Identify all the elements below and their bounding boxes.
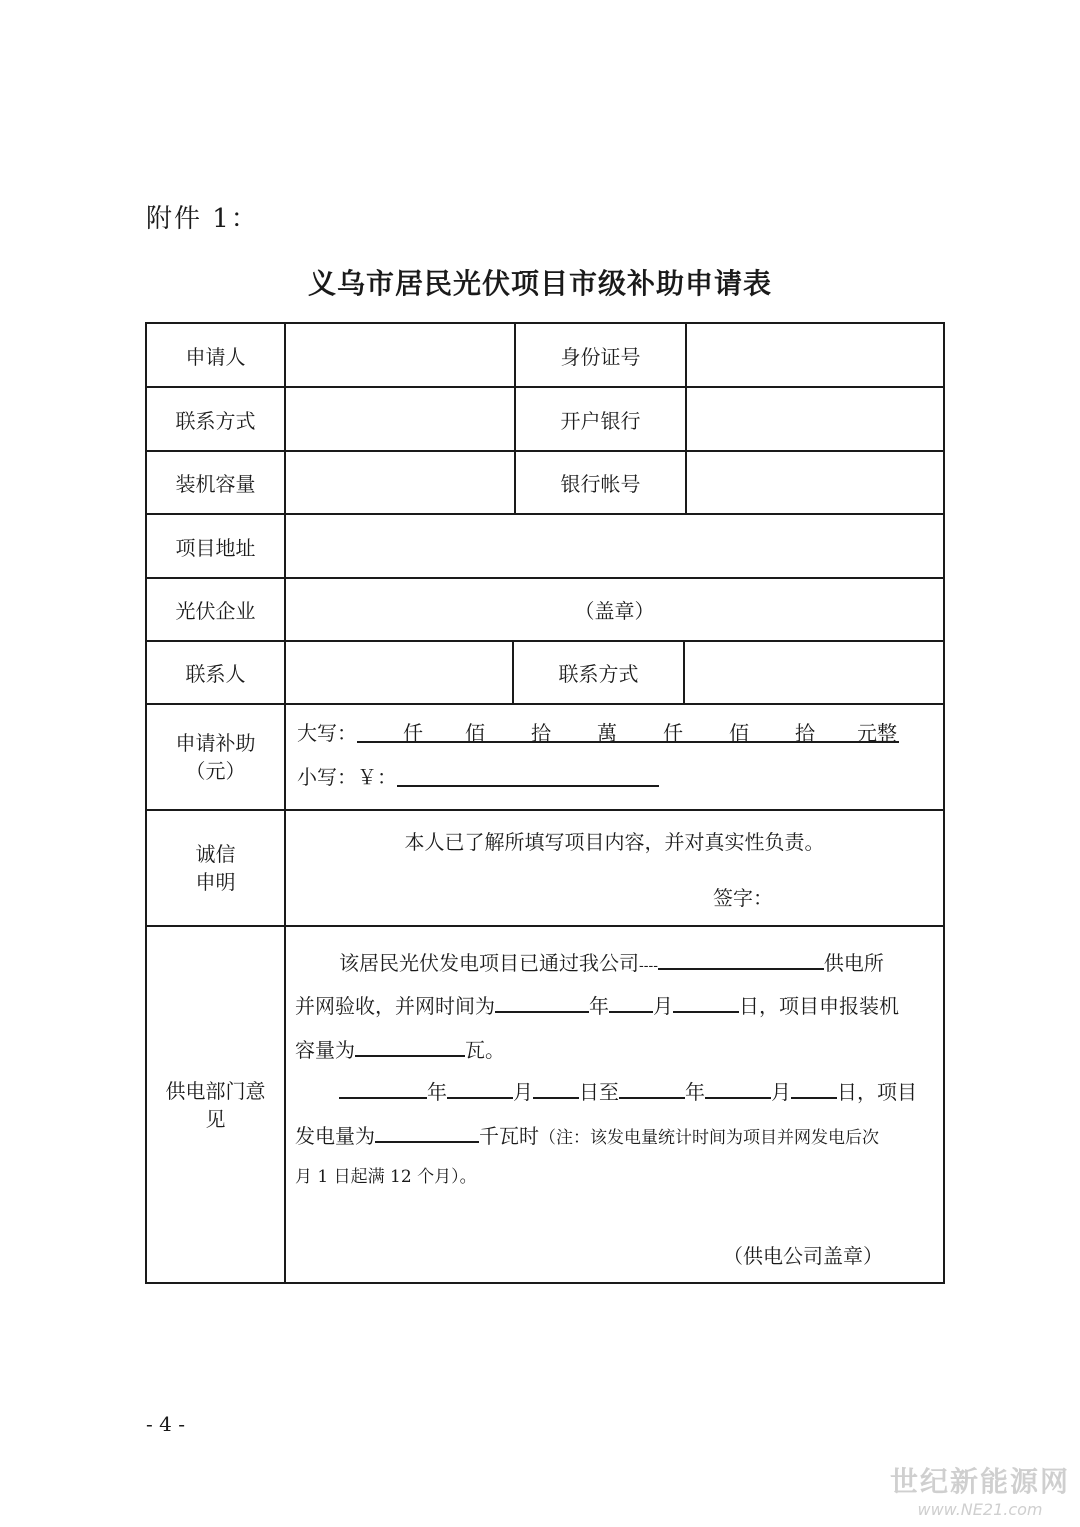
contact-method-2-input[interactable]: [685, 642, 943, 703]
subsidy-label-line1: 申请补助: [175, 731, 256, 755]
p5-text-b: 千瓦时: [479, 1124, 539, 1148]
p1-dash: ----: [639, 958, 658, 974]
power-dept-label-line1: 供电部门意: [165, 1078, 266, 1103]
unit-yuan: 元整: [857, 721, 897, 745]
to-month-label: 月: [771, 1080, 791, 1104]
attachment-label: 附件 1：: [146, 204, 259, 234]
contact-method-input[interactable]: [286, 388, 514, 450]
power-dept-label-line2: 见: [205, 1106, 226, 1131]
unit-qian-2: 仟: [663, 721, 683, 745]
p5-text-a: 发电量为: [295, 1124, 375, 1148]
from-month-label: 月: [513, 1080, 533, 1104]
generation-kwh-field[interactable]: [375, 1121, 479, 1143]
capacity-input[interactable]: [286, 452, 514, 513]
contact-method-label: 联系方式: [175, 408, 256, 433]
capacity-label: 装机容量: [175, 472, 256, 496]
day-to-label: 日至: [579, 1080, 619, 1104]
lower-amount-field[interactable]: [397, 761, 659, 787]
to-day-label: 日，: [837, 1080, 877, 1104]
pv-company-seal: （盖章）: [574, 599, 655, 623]
power-dept-label: [147, 927, 284, 1282]
id-number-input[interactable]: [687, 324, 943, 386]
upper-prefix: 大写：: [297, 721, 357, 745]
grid-month-field[interactable]: [609, 991, 653, 1013]
unit-bai-2: 佰: [729, 721, 749, 745]
form-title: 义乌市居民光伏项目市级补助申请表: [307, 267, 772, 300]
watermark-text: 世纪新能源网: [889, 1465, 1070, 1498]
subsidy-label-line2: （元）: [185, 759, 246, 783]
p3-text-a: 容量为: [295, 1038, 355, 1062]
supply-station-field[interactable]: [658, 948, 824, 970]
integrity-label-line1: 诚信: [195, 842, 236, 866]
page-number: - 4 -: [146, 1412, 185, 1436]
unit-shi-2: 拾: [795, 721, 815, 745]
unit-bai-1: 佰: [465, 721, 485, 745]
p1-text-a: 该居民光伏发电项目已通过我公司: [339, 951, 639, 975]
note-line2: 月 1 日起满 12 个月）。: [295, 1167, 477, 1187]
application-form: [145, 322, 945, 1284]
unit-shi-1: 拾: [531, 721, 551, 745]
day-label: 日，: [739, 994, 779, 1018]
p3-text-b: 瓦。: [465, 1038, 505, 1062]
p1-text-b: 供电所: [823, 951, 884, 975]
integrity-statement: 本人已了解所填写项目内容，并对真实性负责。: [404, 830, 825, 854]
subsidy-upper-row: [297, 717, 899, 746]
note-line1: （注：该发电量统计时间为项目并网发电后次: [539, 1128, 879, 1148]
bank-account-label: 银行帐号: [560, 472, 641, 496]
subsidy-lower-row: [297, 761, 659, 790]
year-label: 年: [589, 994, 609, 1018]
watermark-logo: [890, 1460, 1070, 1519]
integrity-label: [147, 811, 284, 925]
power-company-seal: （供电公司盖章）: [723, 1244, 883, 1268]
project-address-input[interactable]: [286, 515, 943, 577]
watermark-url: www.NE21.com: [917, 1500, 1043, 1519]
project-address-label: 项目地址: [175, 535, 256, 560]
bank-input[interactable]: [687, 388, 943, 450]
power-dept-para1-line3: [295, 1034, 505, 1063]
contact-method-2-label: 联系方式: [558, 662, 639, 686]
p4-text-b: 项目: [877, 1080, 917, 1104]
capacity-watt-field[interactable]: [355, 1035, 465, 1057]
unit-qian-1: 仟: [403, 721, 423, 745]
power-dept-para1-line1: [339, 947, 884, 976]
p2-text-a: 并网验收，并网时间为: [295, 994, 495, 1018]
applicant-input[interactable]: [286, 324, 514, 386]
month-label: 月: [653, 994, 673, 1018]
signature-label: 签字：: [713, 886, 773, 910]
to-year-field[interactable]: [619, 1077, 685, 1099]
power-dept-para2-line1: [339, 1076, 917, 1105]
integrity-label-line2: 申明: [195, 870, 236, 894]
contact-person-input[interactable]: [286, 642, 512, 703]
grid-year-field[interactable]: [495, 991, 589, 1013]
bank-label: 开户银行: [560, 408, 641, 433]
grid-day-field[interactable]: [673, 991, 739, 1013]
power-dept-para1-line2: [295, 990, 899, 1019]
p2-text-b: 项目申报装机: [779, 994, 899, 1018]
power-dept-para2-line2: [295, 1120, 879, 1149]
from-year-field[interactable]: [339, 1077, 427, 1099]
bank-account-input[interactable]: [687, 452, 943, 513]
upper-amount-field[interactable]: [357, 717, 899, 743]
subsidy-label: [147, 705, 284, 809]
contact-person-label: 联系人: [185, 662, 246, 686]
to-year-label: 年: [685, 1080, 705, 1104]
from-month-field[interactable]: [447, 1077, 513, 1099]
lower-prefix: 小写：￥：: [297, 765, 397, 789]
id-number-label: 身份证号: [560, 344, 641, 369]
from-day-field[interactable]: [533, 1077, 579, 1099]
from-year-label: 年: [427, 1080, 447, 1104]
to-day-field[interactable]: [791, 1077, 837, 1099]
applicant-label: 申请人: [185, 344, 246, 369]
pv-company-label: 光伏企业: [175, 599, 256, 623]
to-month-field[interactable]: [705, 1077, 771, 1099]
unit-wan: 萬: [597, 721, 617, 745]
